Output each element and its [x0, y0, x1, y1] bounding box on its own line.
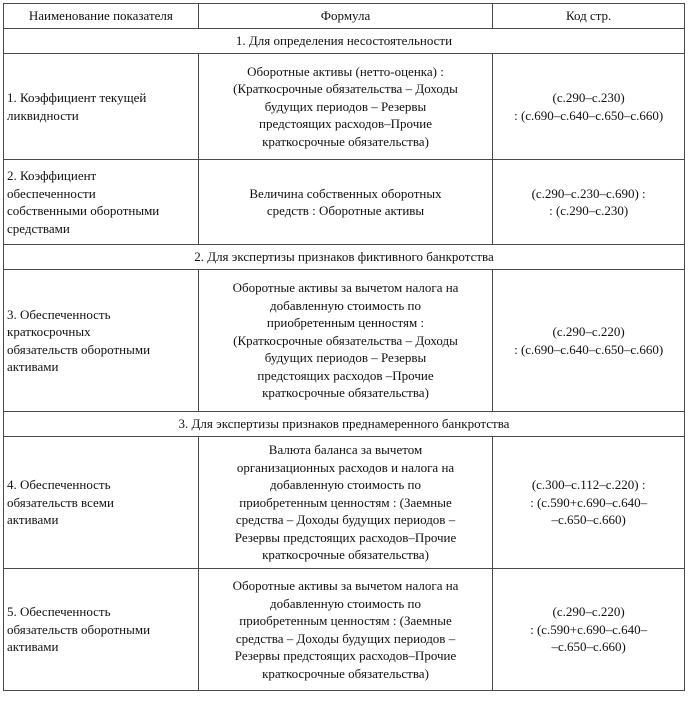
table-row — [4, 569, 685, 691]
indicator-formula: Оборотные активы (нетто-оценка) : (Краткосрочные обязательства – Доходы будущих периодов – Резервы предстоящих расходов–Прочие краткосрочные обязательства) — [198, 54, 493, 160]
indicator-code: (с.290–с.230–с.690) : : (с.290–с.230) — [493, 160, 685, 245]
indicator-formula: Величина собственных оборотных средств : Оборотные активы — [198, 160, 493, 245]
section-row — [4, 29, 685, 54]
indicator-code: (с.300–с.112–с.220) : : (с.590+с.690–с.640– –с.650–с.660) — [493, 437, 685, 569]
header-name: Наименование показателя — [4, 4, 199, 29]
header-formula: Формула — [198, 4, 493, 29]
indicators-table — [3, 3, 685, 691]
indicator-code: (с.290–с.230) : (с.690–с.640–с.650–с.660) — [493, 54, 685, 160]
header-code: Код стр. — [493, 4, 685, 29]
indicator-code: (с.290–с.220) : (с.690–с.640–с.650–с.660) — [493, 270, 685, 412]
table-row — [4, 160, 685, 245]
indicator-name: 1. Коэффициент текущей ликвидности — [4, 54, 199, 160]
table-row — [4, 270, 685, 412]
indicator-formula: Валюта баланса за вычетом организационных расходов и налога на добавленную стоимость по приобретенным ценностям : (Заемные средства – Доходы будущих периодов – Резервы предстоящих расходов–Прочие краткосрочные обязательства) — [198, 437, 493, 569]
indicator-name: 2. Коэффициент обеспеченности собственными оборотными средствами — [4, 160, 199, 245]
indicator-formula: Оборотные активы за вычетом налога на добавленную стоимость по приобретенным ценностям : (Краткосрочные обязательства – Доходы будущих периодов – Резервы предстоящих расходов –Прочие краткосрочные обязательства) — [198, 270, 493, 412]
section-row — [4, 245, 685, 270]
indicator-formula: Оборотные активы за вычетом налога на добавленную стоимость по приобретенным ценностям : (Заемные средства – Доходы будущих периодов – Резервы предстоящих расходов–Прочие краткосрочные обязательства) — [198, 569, 493, 691]
indicator-name: 3. Обеспеченность краткосрочных обязательств оборотными активами — [4, 270, 199, 412]
section-title: 3. Для экспертизы признаков преднамеренного банкротства — [4, 412, 685, 437]
header-row — [4, 4, 685, 29]
section-title: 1. Для определения несостоятельности — [4, 29, 685, 54]
table-row — [4, 437, 685, 569]
section-row — [4, 412, 685, 437]
table-row — [4, 54, 685, 160]
indicator-name: 5. Обеспеченность обязательств оборотными активами — [4, 569, 199, 691]
indicator-code: (с.290–с.220) : (с.590+с.690–с.640– –с.650–с.660) — [493, 569, 685, 691]
section-title: 2. Для экспертизы признаков фиктивного банкротства — [4, 245, 685, 270]
indicator-name: 4. Обеспеченность обязательств всеми активами — [4, 437, 199, 569]
